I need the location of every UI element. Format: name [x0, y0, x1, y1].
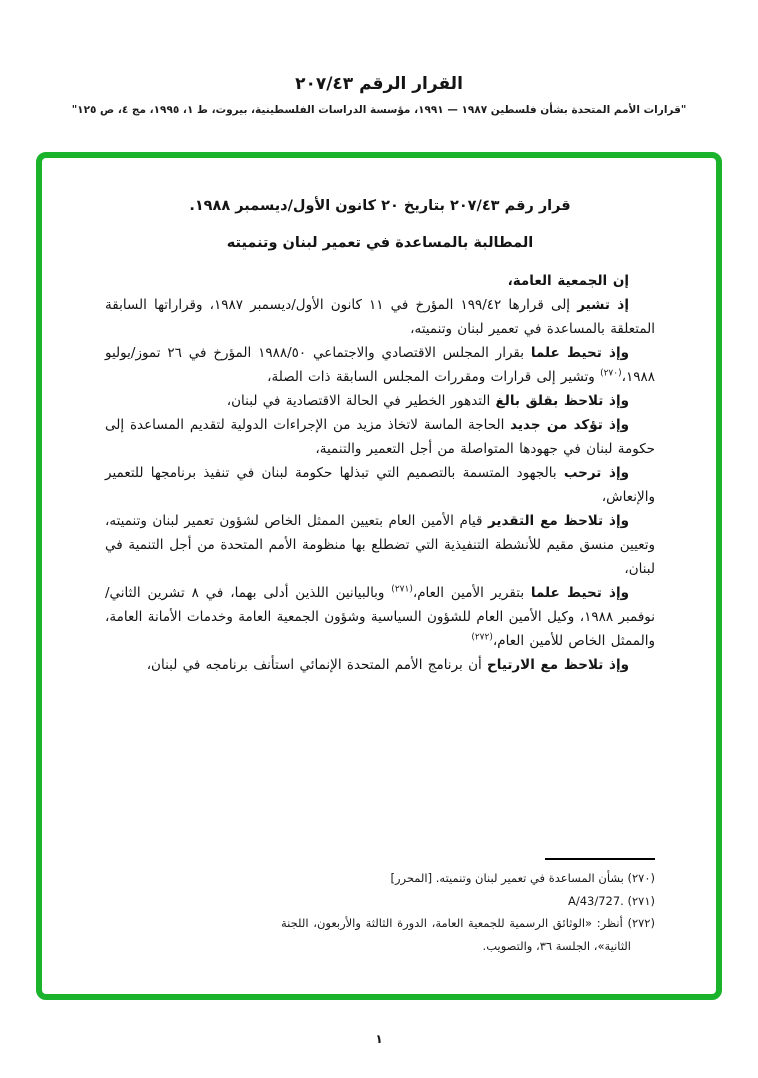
footnotes — [281, 867, 655, 957]
text-run: وإذ تلاحظ مع التقدير — [487, 513, 629, 529]
body-paragraph — [105, 341, 655, 389]
text-run: وتشير إلى قرارات ومقررات المجلس السابقة ذات الصلة، — [267, 369, 601, 385]
text-run: بقرار المجلس الاقتصادي والاجتماعي ١٩٨٨/٥٠ المؤرخ في ٢٦ تموز/يوليو ١٩٨٨، — [105, 345, 655, 385]
body-paragraph — [105, 509, 655, 581]
body-paragraph — [105, 389, 655, 413]
footnote-ref: (٢٧٠) — [600, 368, 622, 379]
text-run: بالجهود المتسمة بالتصميم التي تبذلها حكومة لبنان في تنفيذ برنامجها للتعمير والإنعاش، — [105, 465, 655, 505]
body-paragraph — [105, 413, 655, 461]
body-paragraph — [105, 269, 655, 293]
document-frame — [36, 152, 722, 1000]
text-run: وإذ تحيط علما — [530, 585, 629, 601]
text-run: الحاجة الماسة لاتخاذ مزيد من الإجراءات الدولية لتقديم المساعدة إلى حكومة لبنان في جهودها المتواصلة من أجل التعمير والتنمية، — [105, 417, 655, 457]
footnote-marker: (٢٧١) — [623, 893, 655, 908]
text-run: إلى قرارها ١٩٩/٤٢ المؤرخ في ١١ كانون الأول/ديسمبر ١٩٨٧، وقراراتها السابقة المتعلقة بالمساعدة في تعمير لبنان وتنميته، — [105, 297, 655, 337]
footnote-text: A/43/727. — [567, 893, 624, 908]
page-number: ١ — [375, 1032, 383, 1046]
footnote-ref: (٢٧٢) — [471, 632, 493, 643]
text-run: وإذ ترحب — [563, 465, 629, 481]
footnote — [281, 890, 655, 913]
text-run: إذ تشير — [577, 297, 629, 313]
text-run: التدهور الخطير في الحالة الاقتصادية في لبنان، — [226, 393, 496, 409]
footnote-text: بشأن المساعدة في تعمير لبنان وتنميته. [المحرر] — [390, 871, 624, 885]
text-run: وإذ تلاحظ مع الارتياح — [487, 657, 629, 673]
footnote-ref: (٢٧١) — [391, 584, 413, 595]
body-paragraph — [105, 581, 655, 653]
text-run: بتقرير الأمين العام، — [412, 585, 531, 601]
footnote-area — [281, 858, 655, 957]
resolution-subtitle: المطالبة بالمساعدة في تعمير لبنان وتنميته — [226, 235, 534, 251]
footnote-marker: (٢٧٢) — [622, 916, 655, 930]
body-paragraph — [105, 653, 655, 677]
footnote-text: أنظر: «الوثائق الرسمية للجمعية العامة، الدورة الثالثة والأربعون، اللجنة الثانية»، الجلسة ٣٦، والتصويب. — [281, 916, 631, 953]
page-title: القرار الرقم ٢٠٧/٤٣ — [295, 74, 463, 94]
text-run: أن برنامج الأمم المتحدة الإنمائي استأنف برنامجه في لبنان، — [146, 657, 488, 673]
footnote-marker: (٢٧٠) — [623, 871, 655, 885]
footnote — [281, 912, 655, 957]
source-attribution: "قرارات الأمم المتحدة بشأن فلسطين ١٩٨٧ — ١٩٩١، مؤسسة الدراسات الفلسطينية، بيروت، ط ١، ١٩٩٥، مج ٤، ص ١٢٥" — [71, 104, 687, 116]
resolution-title: قرار رقم ٢٠٧/٤٣ بتاريخ ٢٠ كانون الأول/ديسمبر ١٩٨٨. — [189, 198, 571, 214]
footnote — [281, 867, 655, 890]
text-run: وبالبيانين اللذين أدلى بهما، في ٨ تشرين الثاني/نوفمبر ١٩٨٨، وكيل الأمين العام للشؤون السياسية وشؤون الجمعية العامة وخدمات الأمانة العامة، والممثل الخاص للأمين العام، — [105, 585, 655, 649]
text-run: قيام الأمين العام بتعيين الممثل الخاص لشؤون تعمير لبنان وتنميته، وتعيين منسق مقيم للأنشطة التنفيذية التي تضطلع بها منظومة الأمم المتحدة من أجل التنمية في لبنان، — [105, 513, 655, 577]
document-body — [105, 269, 655, 677]
text-run: وإذ تؤكد من جديد — [510, 417, 629, 433]
body-paragraph — [105, 293, 655, 341]
footnote-separator — [545, 858, 655, 860]
text-run: وإذ تلاحظ بقلق بالغ — [495, 393, 629, 409]
text-run: إن الجمعية العامة، — [507, 273, 629, 289]
body-paragraph — [105, 461, 655, 509]
text-run: وإذ تحيط علما — [530, 345, 629, 361]
